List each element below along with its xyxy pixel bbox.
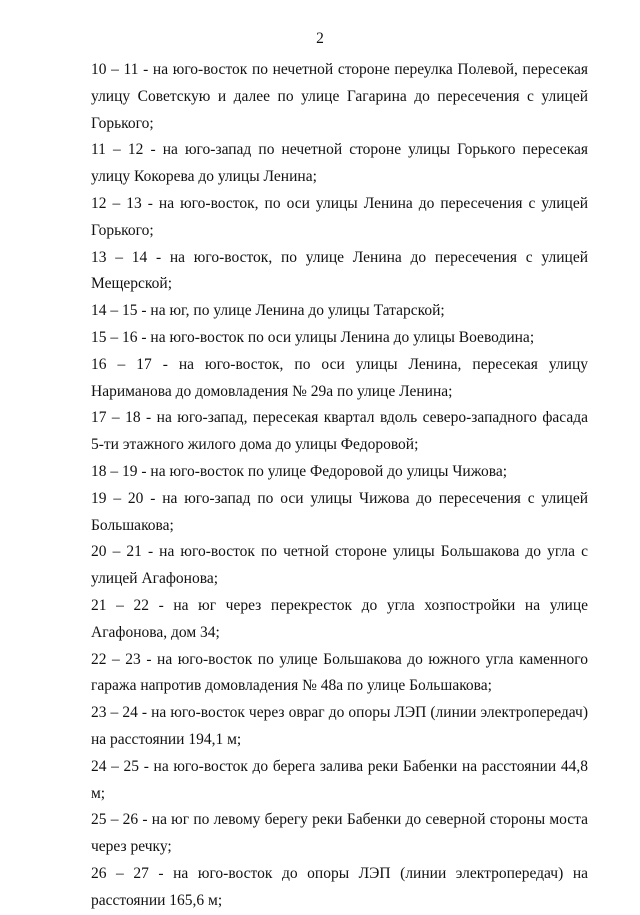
paragraph-18-19: 18 – 19 - на юго-восток по улице Федоровой до улицы Чижова; (91, 462, 508, 480)
page-number: 2 (316, 30, 324, 47)
paragraph-22-23: 22 – 23 - на юго-восток по улице Большакова до южного угла каменного гаража напротив домовладения № 48а по улице Большакова; (91, 650, 588, 695)
paragraph-25-26: 25 – 26 - на юг по левому берегу реки Бабенки до северной стороны моста через речку; (91, 811, 588, 856)
paragraph-12-13: 12 – 13 - на юго-восток, по оси улицы Ленина до пересечения с улицей Горького; (91, 194, 588, 239)
paragraph-13-14: 13 – 14 - на юго-восток, по улице Ленина до пересечения с улицей Мещерской; (91, 248, 588, 293)
paragraph-17-18: 17 – 18 - на юго-запад, пересекая квартал вдоль северо-западного фасада 5-ти этажного жилого дома до улицы Федоровой; (91, 409, 588, 454)
paragraph-10-11: 10 – 11 - на юго-восток по нечетной стороне переулка Полевой, пересекая улицу Советскую и далее по улице Гагарина до пересечения с улицей Горького; (91, 61, 588, 132)
paragraph-11-12: 11 – 12 - на юго-запад по нечетной стороне улицы Горького пересекая улицу Кокорева до улицы Ленина; (91, 141, 588, 186)
paragraph-14-15: 14 – 15 - на юг, по улице Ленина до улицы Татарской; (91, 302, 445, 320)
paragraph-23-24: 23 – 24 - на юго-восток через овраг до опоры ЛЭП (линии электропередач) на расстоянии 194,1 м; (91, 704, 588, 748)
paragraph-21-22: 21 – 22 - на юг через перекресток до угла хозпостройки на улице Агафонова, дом 34; (91, 596, 588, 641)
paragraph-15-16: 15 – 16 - на юго-восток по оси улицы Ленина до улицы Воеводина; (91, 328, 535, 346)
paragraph-19-20: 19 – 20 - на юго-запад по оси улицы Чижова до пересечения с улицей Большакова; (91, 489, 588, 534)
paragraph-24-25: 24 – 25 - на юго-восток до берега залива реки Бабенки на расстоянии 44,8 м; (91, 757, 588, 802)
paragraph-16-17: 16 – 17 - на юго-восток, по оси улицы Ленина, пересекая улицу Нариманова до домовладения № 29а по улице Ленина; (91, 355, 588, 400)
document-body (91, 57, 588, 915)
paragraph-20-21: 20 – 21 - на юго-восток по четной стороне улицы Большакова до угла с улицей Агафонова; (91, 543, 588, 588)
paragraph-26-27: 26 – 27 - на юго-восток до опоры ЛЭП (линии электропередач) на расстоянии 165,6 м; (91, 864, 588, 909)
